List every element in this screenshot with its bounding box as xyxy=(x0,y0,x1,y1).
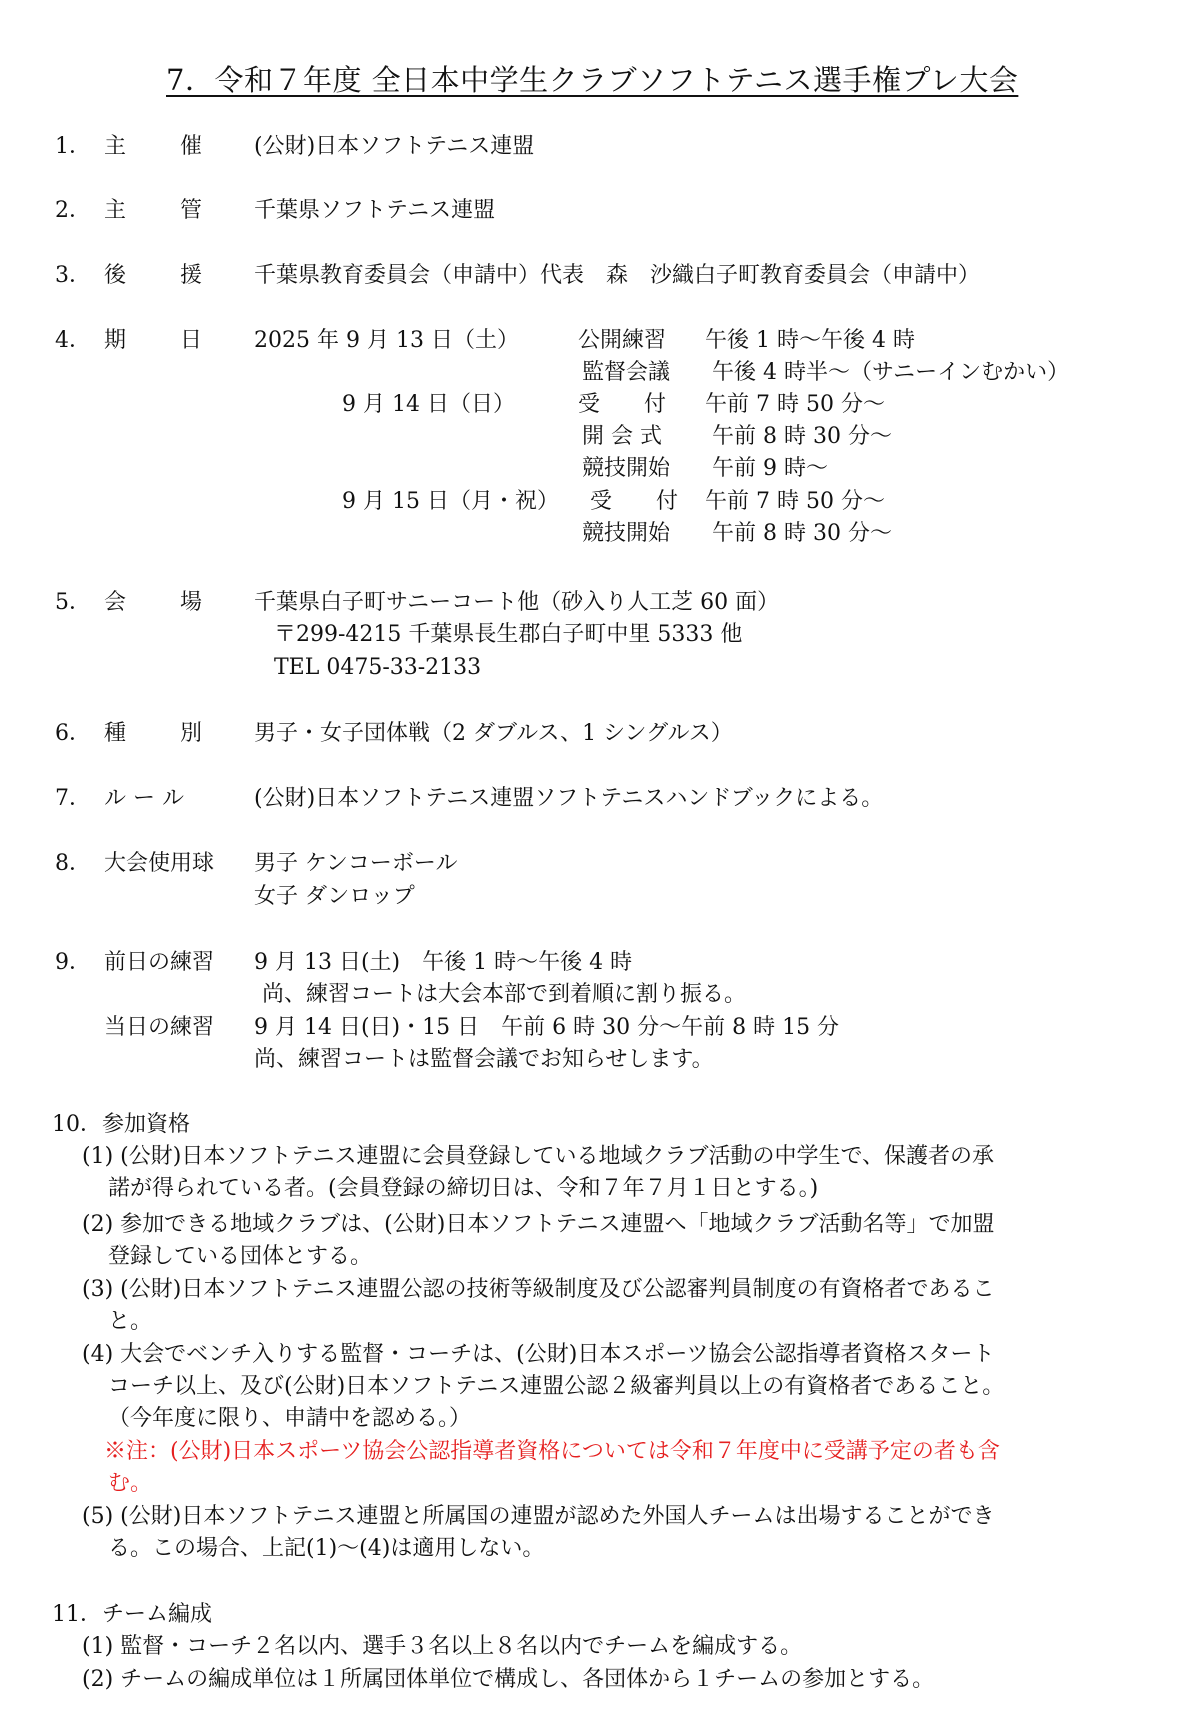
section-heading: 11．チーム編成 xyxy=(52,1602,212,1627)
section-heading: 10．参加資格 xyxy=(52,1112,190,1137)
schedule-event: 監督会議 xyxy=(582,360,671,385)
section-value: (公財)日本ソフトテニス連盟 xyxy=(254,134,535,159)
section-number: 6． xyxy=(55,721,91,746)
practice-prev-note: 尚、練習コートは大会本部で到着順に割り振る。 xyxy=(262,982,747,1007)
section-label-b: 日 xyxy=(180,328,203,353)
section-number: 1． xyxy=(55,134,91,159)
team-line: (1) 監督・コーチ２名以内、選手３名以上８名以内でチームを編成する。 xyxy=(82,1634,803,1659)
page-title: 7．令和７年度 全日本中学生クラブソフトテニス選手権プレ大会 xyxy=(166,63,1019,97)
schedule-time: 午前 8 時 30 分～ xyxy=(712,424,892,449)
section-label-a: 主 xyxy=(104,134,127,159)
practice-day-time: 9 月 14 日(日)・15 日 午前 6 時 30 分～午前 8 時 15 分 xyxy=(254,1015,840,1040)
schedule-time: 午後 4 時半～（サニーインむかい） xyxy=(712,360,1070,385)
venue-phone: TEL 0475-33-2133 xyxy=(274,655,482,680)
section-value: (公財)日本ソフトテニス連盟ソフトテニスハンドブックによる。 xyxy=(254,786,884,811)
eligibility-line: (4) 大会でベンチ入りする監督・コーチは、(公財)日本スポーツ協会公認指導者資格スタート xyxy=(82,1342,995,1367)
section-label-b: 場 xyxy=(180,590,203,615)
section-label-a: 種 xyxy=(104,721,127,746)
schedule-event: 競技開始 xyxy=(582,521,671,546)
ball-men: 男子 ケンコーボール xyxy=(254,851,458,876)
practice-prev-label: 前日の練習 xyxy=(104,950,215,975)
section-value: 男子・女子団体戦（2 ダブルス、1 シングルス） xyxy=(254,721,733,746)
eligibility-line: 登録している団体とする。 xyxy=(108,1244,373,1269)
section-label-b: 別 xyxy=(180,721,203,746)
section-label-a: 主 xyxy=(104,198,127,223)
eligibility-line: (2) 参加できる地域クラブは、(公財)日本ソフトテニス連盟へ「地域クラブ活動名等」で加盟 xyxy=(82,1212,995,1237)
venue-address: 〒299-4215 千葉県長生郡白子町中里 5333 他 xyxy=(274,622,743,647)
section-number: 4． xyxy=(55,328,91,353)
schedule-date: 2025 年 9 月 13 日（土） xyxy=(254,328,519,353)
ball-women: 女子 ダンロップ xyxy=(254,884,415,909)
practice-day-label: 当日の練習 xyxy=(104,1015,215,1040)
section-label-b: 催 xyxy=(180,134,203,159)
practice-day-note: 尚、練習コートは監督会議でお知らせします。 xyxy=(254,1047,714,1072)
section-number: 9． xyxy=(55,950,91,975)
section-value: 千葉県教育委員会（申請中）代表 森 沙織白子町教育委員会（申請中） xyxy=(254,263,981,288)
eligibility-line: (5) (公財)日本ソフトテニス連盟と所属国の連盟が認めた外国人チームは出場することができ xyxy=(82,1504,995,1529)
section-number: 7． xyxy=(55,786,91,811)
section-number: 5． xyxy=(55,590,91,615)
schedule-event: 受 付 xyxy=(578,392,667,417)
section-label-a: 会 xyxy=(104,590,127,615)
practice-prev-time: 9 月 13 日(土) 午後 1 時～午後 4 時 xyxy=(254,950,633,975)
eligibility-note: ※注：(公財)日本スポーツ協会公認指導者資格については令和７年度中に受講予定の者も含 xyxy=(104,1439,1000,1464)
section-number: 2． xyxy=(55,198,91,223)
schedule-time: 午後 1 時～午後 4 時 xyxy=(705,328,915,353)
schedule-date: 9 月 14 日（日） xyxy=(342,392,515,417)
eligibility-note: む。 xyxy=(108,1471,153,1496)
team-line: (2) チームの編成単位は１所属団体単位で構成し、各団体から１チームの参加とする。 xyxy=(82,1667,935,1692)
eligibility-line: 諾が得られている者。(会員登録の締切日は、令和７年７月１日とする。) xyxy=(108,1176,819,1201)
schedule-date: 9 月 15 日（月・祝） xyxy=(342,489,559,514)
eligibility-line: (3) (公財)日本ソフトテニス連盟公認の技術等級制度及び公認審判員制度の有資格者であるこ xyxy=(82,1277,995,1302)
schedule-event: 開 会 式 xyxy=(582,424,662,449)
section-number: 3． xyxy=(55,263,91,288)
section-value: 千葉県ソフトテニス連盟 xyxy=(254,198,496,223)
section-label: ル ー ル xyxy=(104,786,184,811)
eligibility-line: る。この場合、上記(1)～(4)は適用しない。 xyxy=(108,1536,545,1561)
schedule-time: 午前 7 時 50 分～ xyxy=(705,489,885,514)
schedule-event: 公開練習 xyxy=(578,328,667,353)
section-label-a: 後 xyxy=(104,263,127,288)
schedule-time: 午前 8 時 30 分～ xyxy=(712,521,892,546)
eligibility-line: コーチ以上、及び(公財)日本ソフトテニス連盟公認２級審判員以上の有資格者であること。 xyxy=(108,1374,1005,1399)
eligibility-line: と。 xyxy=(108,1309,153,1334)
section-label-b: 援 xyxy=(180,263,203,288)
eligibility-line: （今年度に限り、申請中を認める。） xyxy=(108,1406,472,1431)
section-label-b: 管 xyxy=(180,198,203,223)
schedule-time: 午前 9 時～ xyxy=(712,456,828,481)
schedule-event: 競技開始 xyxy=(582,456,671,481)
section-number: 8． xyxy=(55,851,91,876)
section-label: 大会使用球 xyxy=(104,851,215,876)
schedule-event: 受 付 xyxy=(590,489,679,514)
schedule-time: 午前 7 時 50 分～ xyxy=(705,392,885,417)
venue-name: 千葉県白子町サニーコート他（砂入り人工芝 60 面） xyxy=(254,590,780,615)
section-label-a: 期 xyxy=(104,328,127,353)
eligibility-line: (1) (公財)日本ソフトテニス連盟に会員登録している地域クラブ活動の中学生で、保護者の承 xyxy=(82,1144,995,1169)
